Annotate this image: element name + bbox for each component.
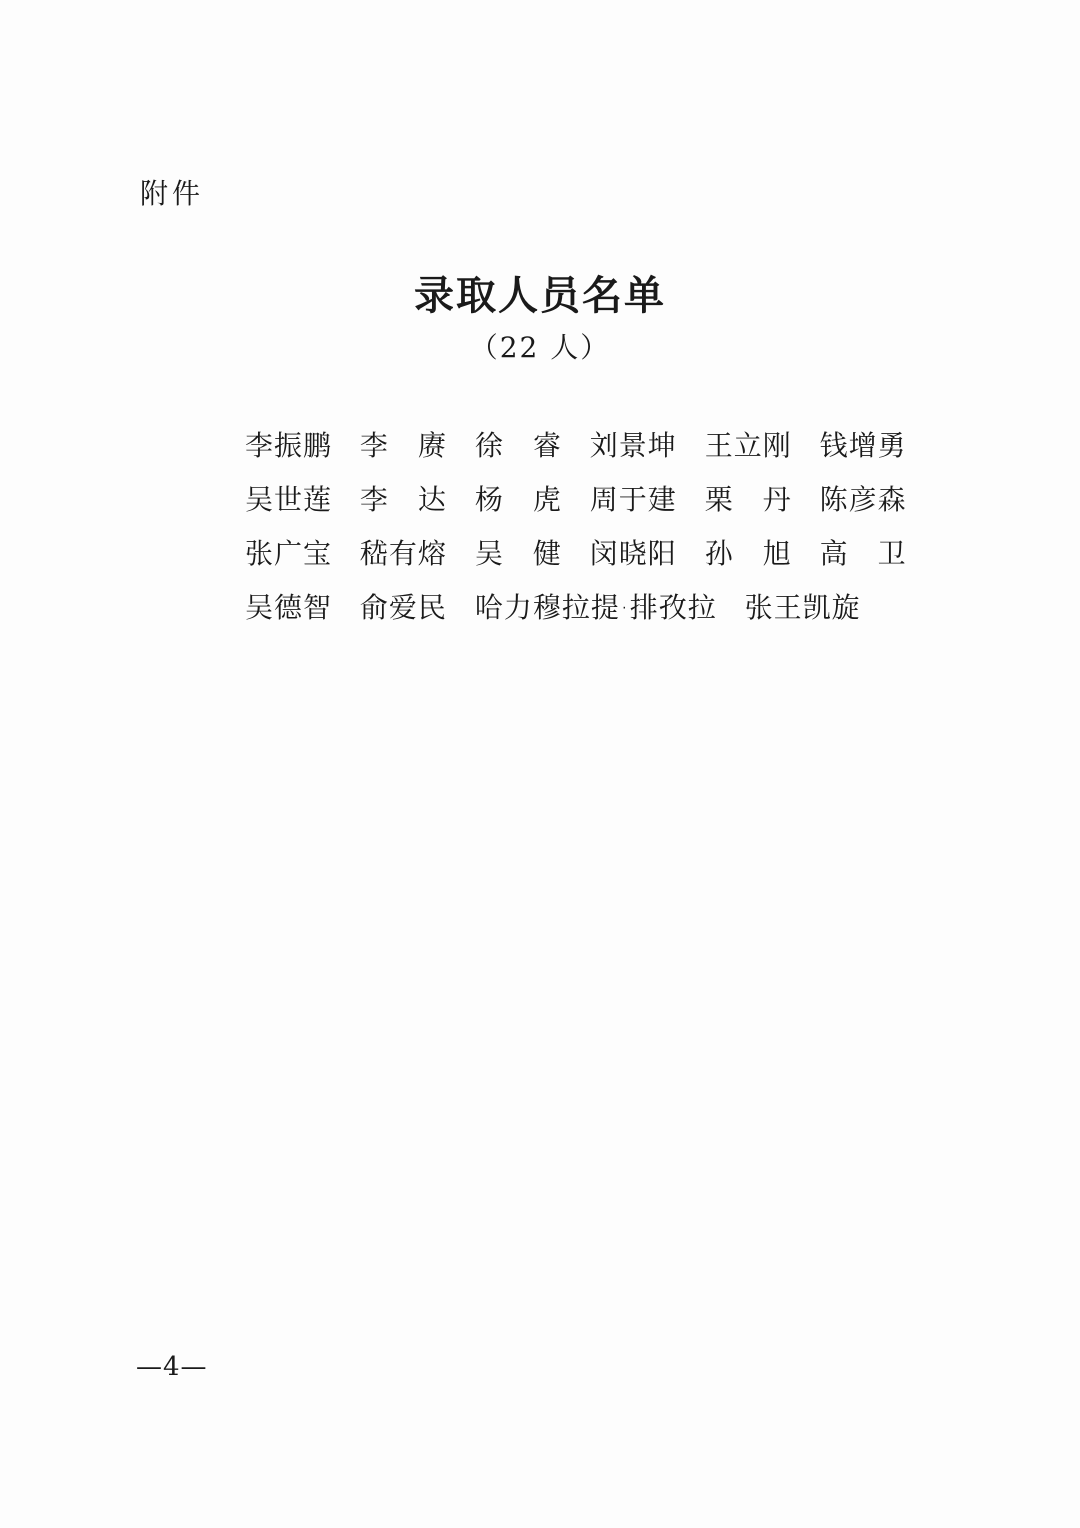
- name-row: [245, 532, 907, 586]
- name-item: 吴 健: [474, 537, 562, 570]
- admitted-name-list: [245, 424, 907, 640]
- name-row: [245, 478, 907, 532]
- name-row: [245, 586, 861, 640]
- name-item: 吴德智: [245, 591, 333, 624]
- name-item: 李 赓: [359, 429, 447, 462]
- name-item: 刘景坤: [589, 429, 677, 462]
- name-item: 吴世莲: [245, 483, 333, 516]
- page-number: —4—: [136, 1352, 208, 1382]
- name-row: [245, 424, 907, 478]
- page-subtitle: （22 人）: [469, 331, 611, 364]
- name-item: 李振鹏: [245, 429, 333, 462]
- name-item: 高 卫: [819, 537, 907, 570]
- name-item: 俞爱民: [359, 591, 447, 624]
- name-item: 杨 虎: [474, 483, 562, 516]
- page-title: 录取人员名单: [414, 272, 666, 319]
- name-item: 徐 睿: [474, 429, 562, 462]
- name-item: 张广宝: [245, 537, 333, 570]
- name-item: 孙 旭: [704, 537, 792, 570]
- name-item: 钱增勇: [819, 429, 907, 462]
- name-item: 哈力穆拉提·排孜拉: [474, 591, 717, 624]
- name-item: 嵇有熔: [359, 537, 447, 570]
- name-item: 李 达: [359, 483, 447, 516]
- name-item: 闵晓阳: [589, 537, 677, 570]
- name-item: 陈彦森: [819, 483, 907, 516]
- attachment-label: 附件: [140, 177, 205, 210]
- name-item: 王立刚: [704, 429, 792, 462]
- name-item: 张王凯旋: [744, 591, 861, 624]
- name-item: 栗 丹: [704, 483, 792, 516]
- name-item: 周于建: [589, 483, 677, 516]
